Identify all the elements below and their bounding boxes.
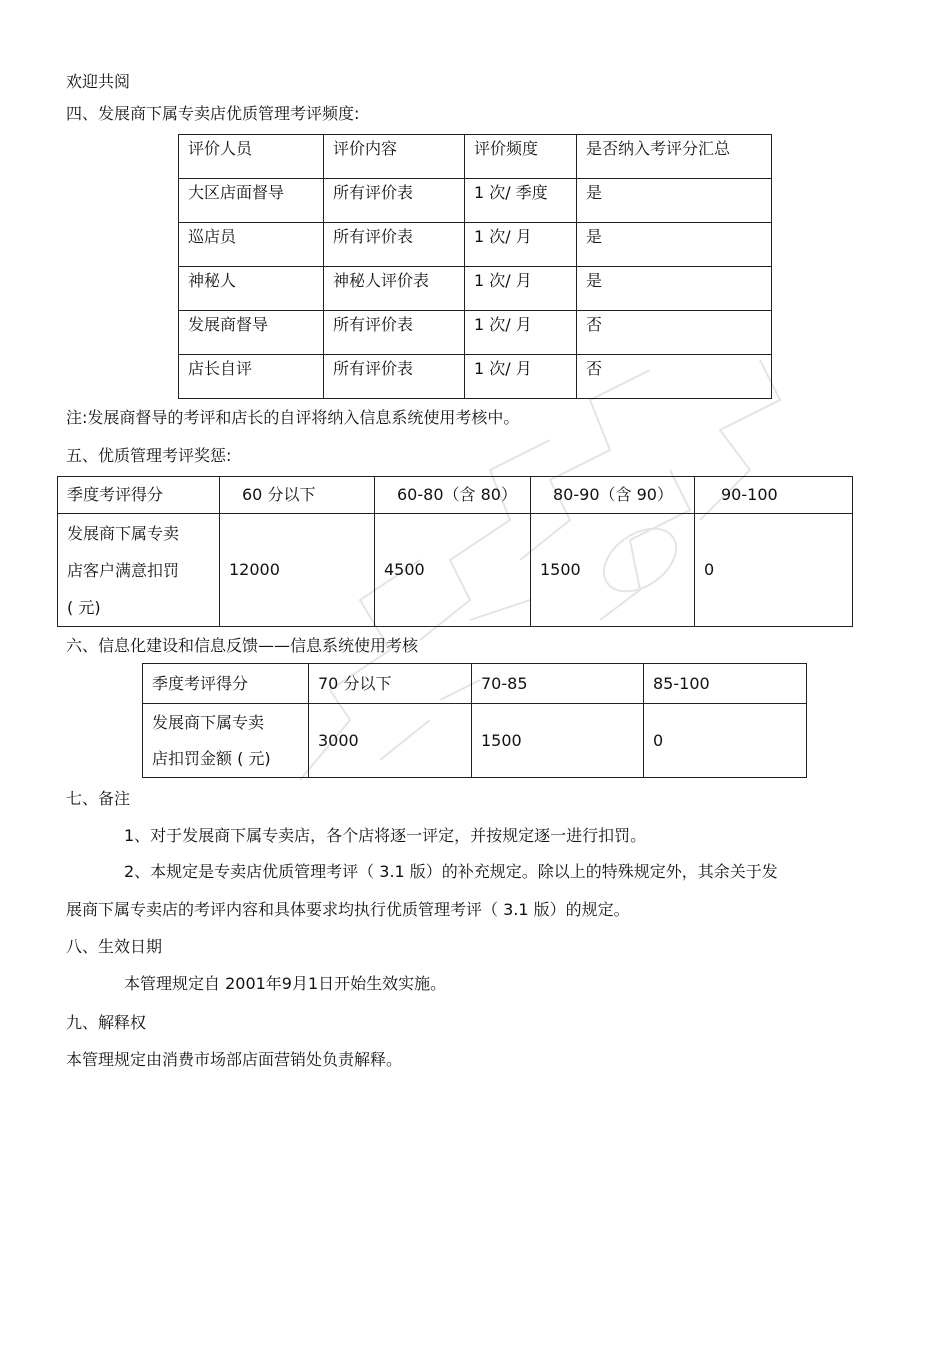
section5-heading: 五、优质管理考评奖惩: — [66, 446, 232, 465]
header-cell: 季度考评得分 — [143, 664, 309, 704]
remark-item-2-line1: 2、本规定是专卖店优质管理考评（ 3.1 版）的补充规定。除以上的特殊规定外，其余关于发 — [124, 862, 778, 881]
table-cell: 1500 — [472, 704, 644, 778]
header-cell: 评价人员 — [179, 135, 324, 179]
table-header-row — [143, 664, 807, 704]
section9-heading: 九、解释权 — [66, 1013, 147, 1032]
table-cell: 1500 — [531, 514, 695, 627]
section7-heading: 七、备注 — [66, 789, 131, 808]
table-cell: 所有评价表 — [324, 223, 465, 267]
row-label — [58, 514, 220, 627]
interpretation-text: 本管理规定由消费市场部店面营销处负责解释。 — [66, 1050, 403, 1069]
row-label-line: 店扣罚金额 ( 元) — [152, 748, 271, 768]
header-cell: 季度考评得分 — [58, 477, 220, 514]
table-cell: 所有评价表 — [324, 355, 465, 399]
info-system-table — [142, 663, 807, 778]
table-row — [179, 311, 772, 355]
table-cell: 大区店面督导 — [179, 179, 324, 223]
table-cell: 否 — [577, 355, 772, 399]
header-cell: 60-80（含 80） — [375, 477, 531, 514]
header-cell: 是否纳入考评分汇总 — [577, 135, 772, 179]
table-cell: 3000 — [309, 704, 472, 778]
table-cell: 1 次/ 月 — [465, 311, 577, 355]
remark-item-2-line2: 展商下属专卖店的考评内容和具体要求均执行优质管理考评（ 3.1 版）的规定。 — [66, 900, 630, 919]
table-cell: 所有评价表 — [324, 179, 465, 223]
row-label-line: ( 元) — [67, 597, 101, 617]
table-cell: 店长自评 — [179, 355, 324, 399]
table-row — [58, 514, 853, 627]
table-row — [143, 704, 807, 778]
header-cell: 80-90（含 90） — [531, 477, 695, 514]
section6-heading: 六、信息化建设和信息反馈——信息系统使用考核 — [66, 636, 419, 655]
header-cell: 评价频度 — [465, 135, 577, 179]
table-cell: 1 次/ 月 — [465, 355, 577, 399]
header-note: 欢迎共阅 — [66, 72, 131, 91]
table-cell: 是 — [577, 223, 772, 267]
table-cell: 0 — [695, 514, 853, 627]
header-cell: 90-100 — [695, 477, 853, 514]
table-cell: 所有评价表 — [324, 311, 465, 355]
row-label-line: 店客户满意扣罚 — [67, 560, 180, 580]
evaluation-frequency-table — [178, 134, 772, 399]
table-row — [179, 267, 772, 311]
table-cell: 发展商督导 — [179, 311, 324, 355]
remark-item-1: 1、对于发展商下属专卖店，各个店将逐一评定，并按规定逐一进行扣罚。 — [124, 826, 647, 845]
table-row — [179, 223, 772, 267]
table-cell: 0 — [644, 704, 807, 778]
header-cell: 60 分以下 — [220, 477, 375, 514]
table-cell: 神秘人评价表 — [324, 267, 465, 311]
table-header-row — [58, 477, 853, 514]
table-header-row — [179, 135, 772, 179]
table-cell: 是 — [577, 179, 772, 223]
header-cell: 评价内容 — [324, 135, 465, 179]
row-label-line: 发展商下属专卖 — [152, 712, 265, 732]
table-row — [179, 355, 772, 399]
header-cell: 85-100 — [644, 664, 807, 704]
header-cell: 70-85 — [472, 664, 644, 704]
section4-heading: 四、发展商下属专卖店优质管理考评频度: — [66, 104, 360, 123]
row-label-line: 发展商下属专卖 — [67, 523, 180, 543]
table-cell: 12000 — [220, 514, 375, 627]
section8-heading: 八、生效日期 — [66, 937, 163, 956]
table-cell: 1 次/ 月 — [465, 223, 577, 267]
reward-penalty-table — [57, 476, 853, 627]
table-cell: 巡店员 — [179, 223, 324, 267]
section4-note: 注:发展商督导的考评和店长的自评将纳入信息系统使用考核中。 — [66, 408, 520, 427]
table-cell: 神秘人 — [179, 267, 324, 311]
table-cell: 1 次/ 季度 — [465, 179, 577, 223]
row-label — [143, 704, 309, 778]
table-row — [179, 179, 772, 223]
table-cell: 否 — [577, 311, 772, 355]
table-cell: 4500 — [375, 514, 531, 627]
header-cell: 70 分以下 — [309, 664, 472, 704]
table-cell: 1 次/ 月 — [465, 267, 577, 311]
effective-date-text: 本管理规定自 2001年9月1日开始生效实施。 — [124, 974, 447, 993]
table-cell: 是 — [577, 267, 772, 311]
